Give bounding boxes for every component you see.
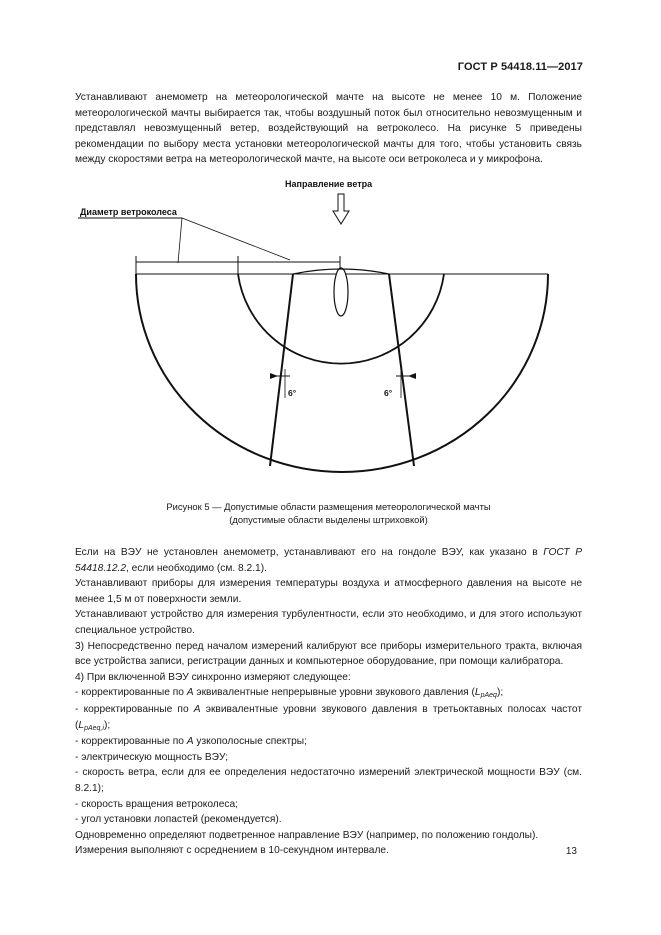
angle-arrow-left-icon — [270, 373, 278, 379]
li2-a-weight: A — [193, 703, 201, 715]
list-item: - угол установки лопастей (рекомендуется). — [75, 814, 282, 826]
paragraph-averaging: Измерения выполняют с осреднением в 10-секундном интервале. — [75, 845, 389, 857]
p1-text-a: Если на ВЭУ не установлен анемометр, устанавливают его на гондоле ВЭУ, как указано в — [75, 547, 544, 558]
page-number: 13 — [565, 846, 577, 857]
intro-paragraph: Устанавливают анемометр на метеорологической мачте на высоте не менее 10 м. Положение метеорологической мачты выбирается так, чтобы воздушный поток был относительно невозмущенным и представлял невозмущенный ветер, воздействующий на ветроколесо. На рисунке 5 приведены рекомендации по выбору места установки метеорологической мачты для того, чтобы установить связь между скоростями ветра на метеорологической мачте, на высоте оси ветроколеса и у микрофона. — [75, 92, 582, 166]
li2-text-a: - корректированные по — [75, 703, 194, 715]
angle-arrow-right-icon — [408, 373, 416, 379]
li2-text-c: ); — [103, 719, 111, 731]
caption-note: (допустимые области выделены штриховкой) — [229, 514, 428, 525]
paragraph-temperature: Устанавливают приборы для измерения температуры воздуха и атмосферного давления на высоте не менее 1,5 м от поверхности земли. — [75, 578, 582, 605]
list-item: - скорость ветра, если для ее определения недостаточно измерений электрической мощности ВЭУ (см. 8.2.1); — [75, 767, 582, 794]
li3-text-b: узкополосные спектры; — [193, 736, 307, 748]
mast-placement-diagram — [80, 176, 550, 476]
standard-reference: ГОСТ Р 54418.12.2 — [75, 547, 582, 574]
paragraph-calibration: 3) Непосредственно перед началом измерений калибруют все приборы измерительного тракта, включая все устройства записи, регистрации данных и компьютерное оборудование, при помощи калибратора. — [75, 640, 582, 668]
intro-text — [75, 90, 582, 168]
leader-line-right — [182, 218, 290, 260]
caption-title: Рисунок 5 — Допустимые области размещения метеорологической мачты — [166, 501, 491, 512]
angle-label-left: 6° — [288, 388, 297, 398]
list-item: - электрическую мощность ВЭУ; — [75, 751, 229, 763]
wind-direction-label: Направление ветра — [285, 179, 373, 189]
li1-a-weight: A — [186, 687, 194, 699]
li3-a-weight: A — [186, 736, 194, 748]
li3-text-a: - корректированные по — [75, 736, 187, 748]
paragraph-measure-intro: 4) При включенной ВЭУ синхронно измеряют следующее: — [75, 671, 351, 683]
li1-subscript: pAeq — [480, 692, 497, 700]
paragraph-turbulence: Устанавливают устройство для измерения турбулентности, если это необходимо, и для этого используют специальное устройство. — [75, 609, 582, 636]
rotor-diameter-label: Диаметр ветроколеса — [80, 207, 177, 217]
paragraph-downwind: Одновременно определяют подветренное направление ВЭУ (например, по положению гондолы). — [75, 829, 539, 841]
li1-text-b: эквивалентные непрерывные уровни звукового давления ( — [193, 687, 475, 699]
angle-label-right: 6° — [384, 388, 393, 398]
list-item — [75, 734, 582, 750]
p1-text-b: , если необходимо (см. 8.2.1). — [126, 562, 267, 574]
body-text — [75, 545, 582, 859]
standard-header: ГОСТ Р 54418.11—2017 — [457, 61, 583, 73]
li1-text-a: - корректированные по — [75, 687, 187, 699]
li2-symbol: L — [78, 719, 85, 731]
list-item: - скорость вращения ветроколеса; — [75, 798, 238, 810]
boundary-line-right — [389, 274, 414, 466]
list-item — [75, 702, 582, 734]
leader-line-left — [178, 218, 182, 263]
paragraph-anemometer — [75, 545, 582, 576]
figure-caption — [75, 500, 582, 526]
figure-5 — [80, 176, 550, 476]
list-item — [75, 685, 582, 702]
li1-symbol: L — [474, 687, 481, 699]
boundary-line-left — [270, 274, 293, 466]
li2-text-b: эквивалентные уровни звукового давления в третьоктавных полосах частот ( — [75, 703, 582, 731]
wind-arrow-icon — [333, 194, 349, 224]
turbine-rotor-icon — [334, 268, 348, 316]
li2-subscript: pAeq,i — [84, 724, 104, 732]
li1-text-c: ); — [496, 687, 504, 699]
